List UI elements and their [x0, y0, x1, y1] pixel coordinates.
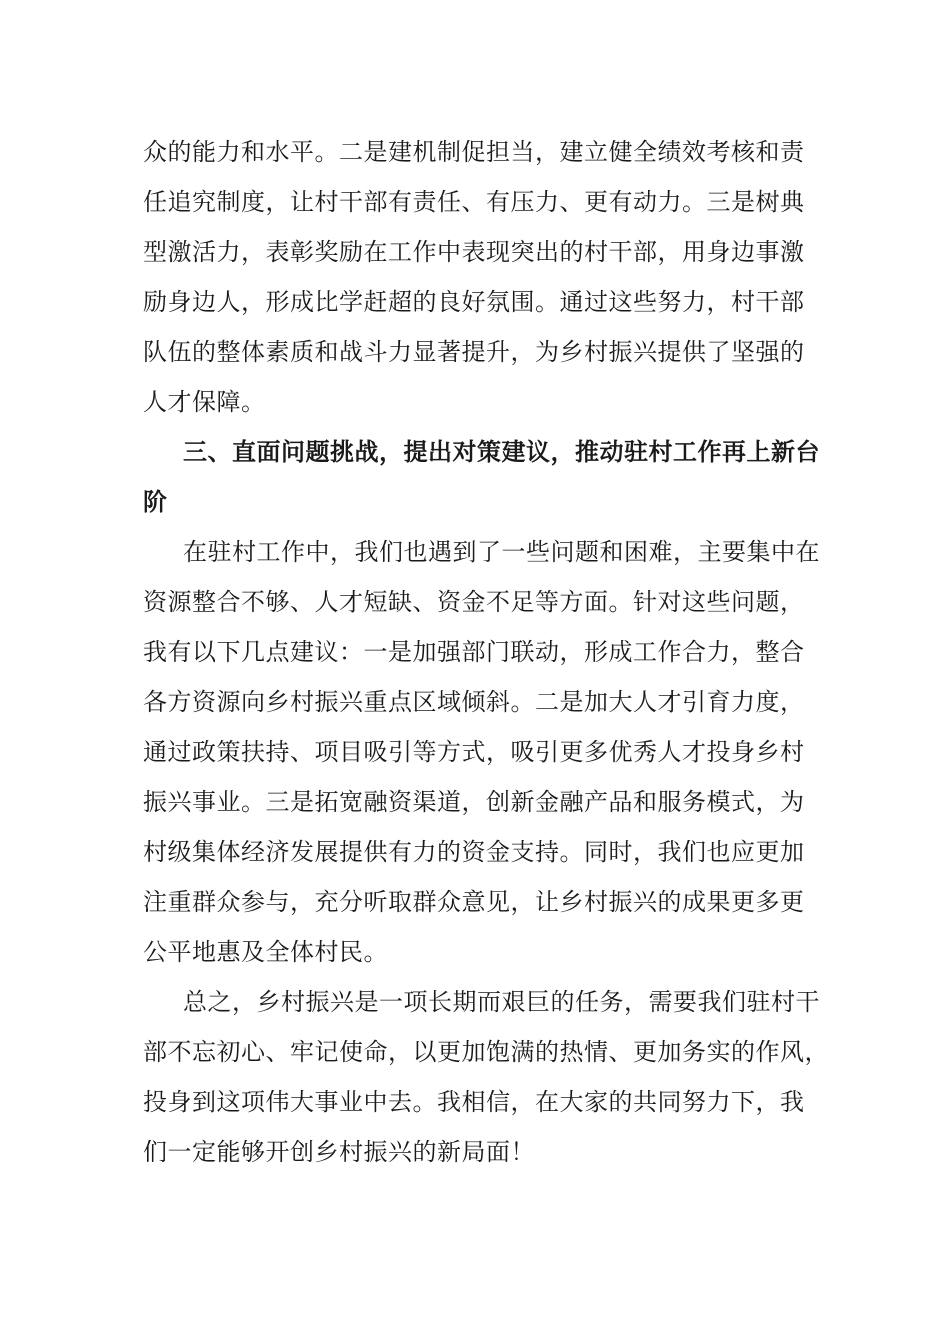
text-line: 注重群众参与，充分听取群众意见，让乡村振兴的成果更多更 [143, 888, 805, 916]
paragraph-problems [143, 527, 833, 977]
text-line: 在驻村工作中，我们也遇到了一些问题和困难，主要集中在 [183, 538, 820, 566]
text-line: 通过政策扶持、项目吸引等方式，吸引更多优秀人才投身乡村 [143, 738, 805, 766]
text-line: 我有以下几点建议：一是加强部门联动，形成工作合力，整合 [143, 638, 805, 666]
text-line: 振兴事业。三是拓宽融资渠道，创新金融产品和服务模式，为 [143, 788, 805, 816]
text-line: 部不忘初心、牢记使命，以更加饱满的热情、更加务实的作风， [143, 1038, 829, 1066]
text-line: 村级集体经济发展提供有力的资金支持。同时，我们也应更加 [143, 838, 805, 866]
text-line: 各方资源向乡村振兴重点区域倾斜。二是加大人才引育力度， [143, 688, 805, 716]
text-line: 任追究制度，让村干部有责任、有压力、更有动力。三是树典 [143, 188, 805, 216]
text-line: 投身到这项伟大事业中去。我相信，在大家的共同努力下，我 [143, 1088, 805, 1116]
text-line: 们一定能够开创乡村振兴的新局面！ [143, 1138, 535, 1166]
text-line: 资源整合不够、人才短缺、资金不足等方面。针对这些问题， [143, 588, 805, 616]
paragraph-conclusion [143, 977, 833, 1177]
heading-line: 三、直面问题挑战，提出对策建议，推动驻村工作再上新台 [183, 438, 820, 466]
text-line: 励身边人，形成比学赶超的良好氛围。通过这些努力，村干部 [143, 288, 805, 316]
heading-line: 阶 [143, 488, 168, 516]
paragraph-continuation [143, 127, 833, 427]
text-line: 公平地惠及全体村民。 [143, 938, 388, 966]
text-line: 总之，乡村振兴是一项长期而艰巨的任务，需要我们驻村干 [183, 988, 820, 1016]
text-line: 众的能力和水平。二是建机制促担当，建立健全绩效考核和责 [143, 138, 805, 166]
text-line: 队伍的整体素质和战斗力显著提升，为乡村振兴提供了坚强的 [143, 338, 805, 366]
document-body [143, 127, 833, 1177]
section-heading [143, 427, 833, 527]
text-line: 人才保障。 [143, 388, 266, 416]
text-line: 型激活力，表彰奖励在工作中表现突出的村干部，用身边事激 [143, 238, 805, 266]
